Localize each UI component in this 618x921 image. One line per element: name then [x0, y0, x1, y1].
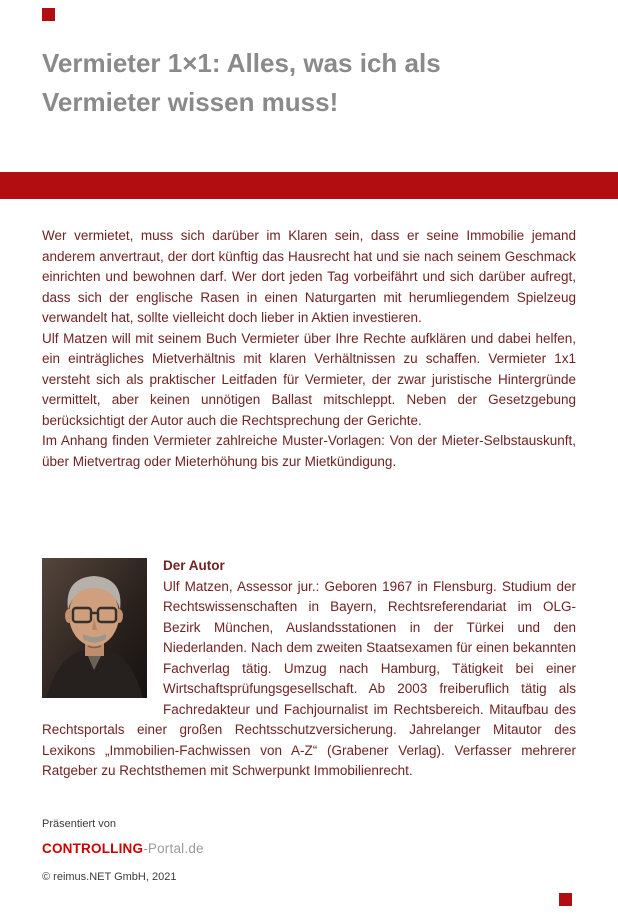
brand-name-primary: CONTROLLING [42, 841, 144, 856]
presented-by-label: Präsentiert von [42, 818, 116, 830]
intro-text [42, 226, 576, 472]
intro-paragraph: Im Anhang finden Vermieter zahlreiche Muster-Vorlagen: Von der Mieter-Selbstauskunft, über Mietvertrag oder Mieterhöhung bis zur Mietkündigung. [42, 433, 576, 469]
author-portrait-illustration [42, 558, 147, 698]
footer [42, 818, 204, 883]
brand-name-secondary: -Portal.de [143, 841, 204, 856]
intro-paragraph: Wer vermietet, muss sich darüber im Klaren sein, dass er seine Immobilie jemand anderem anvertraut, der dort künftig das Hausrecht hat und sie nach seinem Geschmack einrichten und bewohnen darf. Wer dort jeden Tag vorbeifährt und sich darüber aufregt, dass sich der englische Rasen in einen Naturgarten mit herumliegendem Spielzeug verwandelt hat, sollte vielleicht doch lieber in Aktien investieren. [42, 228, 576, 325]
author-photo [42, 558, 147, 698]
brand-corner-mark-top [42, 8, 55, 21]
brand-corner-mark-bottom [559, 893, 572, 906]
author-bio: Ulf Matzen, Assessor jur.: Geboren 1967 in Flensburg. Studium der Rechtswissenschaften in Bayern, Rechtsreferendariat im OLG-Bezirk München, Auslandsstationen in der Türkei und den Niederlanden. Nach dem zweiten Staatsexamen für einen bekannten Fachverlag tätig. Umzug nach Hamburg, Tätigkeit bei einer Wirtschaftsprüfungsgesellschaft. Ab 2003 freiberuflich tätig als Fachredakteur und Fachjournalist im Rechtsbereich. Mitaufbau des Rechtsportals einer großen Rechtsschutzversicherung. Jahrelanger Mitautor des Lexikons „Immobilien-Fachwissen von A-Z“ (Grabener Verlag). Verfasser mehrerer Ratgeber zu Rechtsthemen mit Schwerpunkt Immobilienrecht. [42, 578, 576, 778]
divider-band [0, 172, 618, 199]
brand-link[interactable] [42, 841, 204, 856]
author-section [42, 556, 576, 782]
page-title: Vermieter 1×1: Alles, was ich als Vermieter wissen muss! [42, 48, 441, 117]
copyright-text: © reimus.NET GmbH, 2021 [42, 871, 177, 883]
intro-paragraph: Ulf Matzen will mit seinem Buch Vermieter über Ihre Rechte aufklären und dabei helfen, ein einträgliches Mietverhältnis mit klaren Verhältnissen zu schaffen. Vermieter 1x1 versteht sich als praktischer Leitfaden für Vermieter, der zwar juristische Hintergründe vermittelt, aber keinen unnötigen Ballast mitschleppt. Neben der Gesetzgebung berücksichtigt der Autor auch die Rechtsprechung der Gerichte. [42, 330, 576, 428]
author-heading: Der Autor [163, 558, 225, 573]
